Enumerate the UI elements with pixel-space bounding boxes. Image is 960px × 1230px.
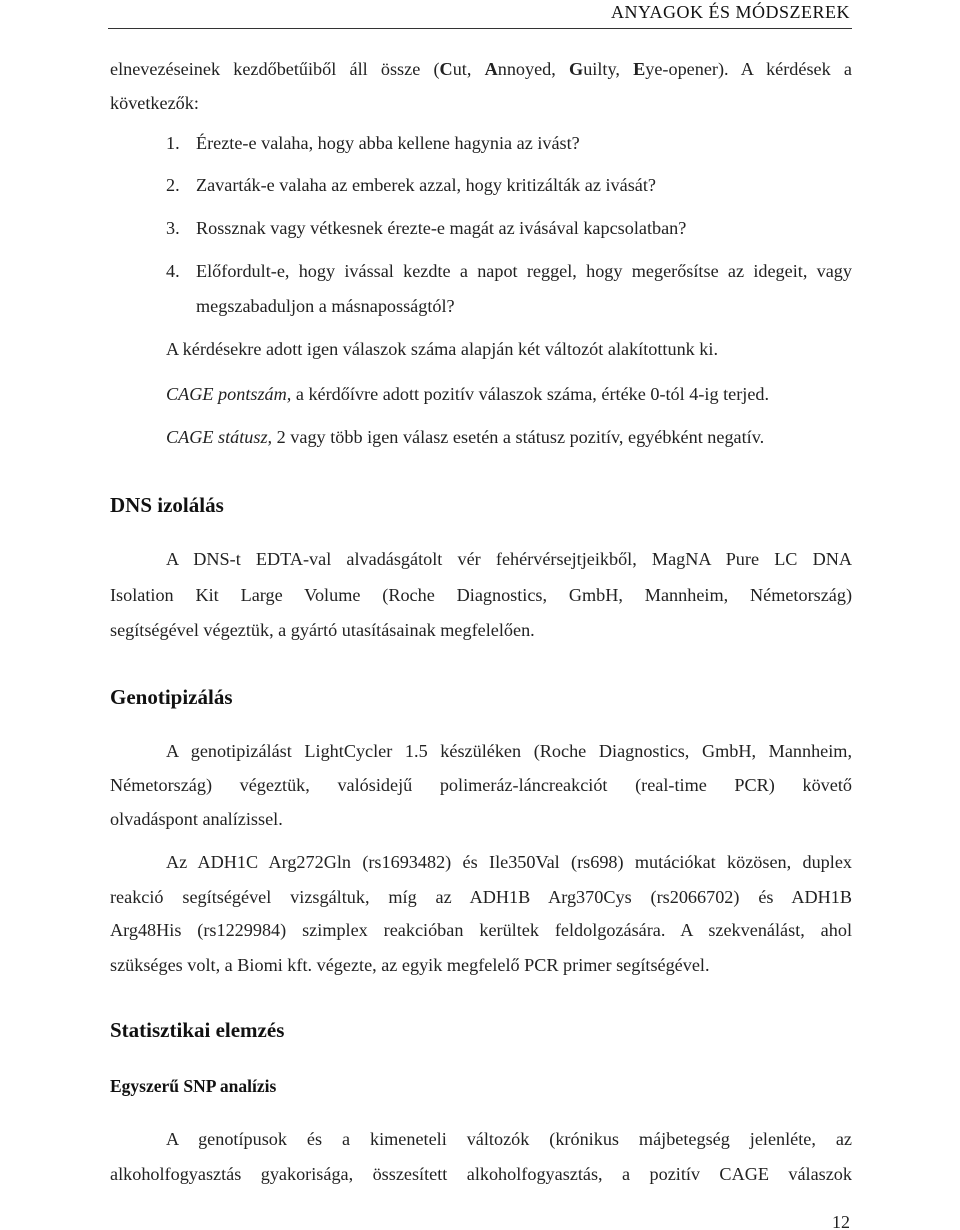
cage-status-definition (166, 428, 764, 446)
genotyping-text-line: Arg48His (rs1229984) szimplex reakcióban kerültek feldolgozására. A szekvenálást, ahol (110, 920, 852, 940)
question-text: Rossznak vagy vétkesnek érezte-e magát az ivásával kapcsolatban? (196, 218, 687, 238)
cage-score-text: a kérdőívre adott pozitív válaszok száma, értéke 0-tól 4-ig terjed. (291, 384, 770, 404)
intro-text: ye-opener). A kérdések a (645, 59, 852, 79)
question-text: Zavarták-e valaha az emberek azzal, hogy kritizálták az ivását? (196, 175, 656, 195)
cage-intro-line2: következők: (110, 93, 199, 113)
genotyping-text-line: A genotipizálást LightCycler 1.5 készüléken (Roche Diagnostics, GmbH, Mannheim, (166, 741, 852, 761)
intro-text: uilty, (583, 59, 634, 79)
running-header: ANYAGOK ÉS MÓDSZEREK (610, 2, 850, 22)
question-number: 1. (166, 133, 180, 153)
question-number: 2. (166, 175, 180, 195)
statistics-text-line: A genotípusok és a kimeneteli változók (krónikus májbetegség jelenléte, az (166, 1129, 852, 1149)
genotyping-text-line: Németország) végeztük, valósidejű polimeráz-láncreakciót (real-time PCR) követő (110, 775, 852, 795)
intro-text: nnoyed, (497, 59, 570, 79)
genotyping-text-line: szükséges volt, a Biomi kft. végezte, az egyik megfelelő PCR primer segítségével. (110, 955, 710, 975)
question-text: Érezte-e valaha, hogy abba kellene hagynia az ivást? (196, 133, 580, 153)
initial-e: E (633, 59, 646, 79)
intro-text: elnevezéseinek kezdőbetűiből áll össze ( (110, 59, 440, 79)
page-number: 12 (832, 1212, 850, 1230)
initial-c: C (439, 59, 453, 79)
variables-intro: A kérdésekre adott igen válaszok száma alapján két változót alakítottunk ki. (166, 339, 719, 359)
genotyping-text-line: Az ADH1C Arg272Gln (rs1693482) és Ile350Val (rs698) mutációkat közösen, duplex (166, 852, 852, 872)
subsection-heading-snp: Egyszerű SNP analízis (110, 1076, 277, 1096)
section-heading-dns: DNS izolálás (110, 493, 224, 517)
dns-text-line: segítségével végeztük, a gyártó utasításainak megfelelően. (110, 620, 535, 640)
initial-a: A (484, 59, 498, 79)
genotyping-text-line: reakció segítségével vizsgáltuk, míg az ADH1B Arg370Cys (rs2066702) és ADH1B (110, 887, 852, 907)
cage-status-text: 2 vagy több igen válasz esetén a státusz pozitív, egyébként negatív. (272, 427, 765, 447)
cage-intro-line (110, 60, 852, 78)
initial-g: G (569, 59, 584, 79)
question-number: 4. (166, 261, 180, 281)
intro-text: ut, (452, 59, 485, 79)
section-heading-genotyping: Genotipizálás (110, 685, 233, 709)
question-number: 3. (166, 218, 180, 238)
dns-text-line: Isolation Kit Large Volume (Roche Diagnostics, GmbH, Mannheim, Németország) (110, 585, 852, 605)
cage-status-term: CAGE státusz, (166, 427, 273, 447)
cage-score-term: CAGE pontszám, (166, 384, 292, 404)
header-rule (108, 28, 852, 29)
genotyping-text-line: olvadáspont analízissel. (110, 809, 283, 829)
section-heading-statistics: Statisztikai elemzés (110, 1018, 285, 1042)
question-text-continued: megszabaduljon a másnaposságtól? (196, 296, 455, 316)
statistics-text-line: alkoholfogyasztás gyakorisága, összesített alkoholfogyasztás, a pozitív CAGE válaszok (110, 1164, 852, 1184)
cage-score-definition (166, 385, 769, 403)
question-text: Előfordult-e, hogy ivással kezdte a napot reggel, hogy megerősítse az idegeit, vagy (196, 261, 852, 281)
dns-text-line: A DNS-t EDTA-val alvadásgátolt vér fehérvérsejtjeikből, MagNA Pure LC DNA (166, 549, 852, 569)
